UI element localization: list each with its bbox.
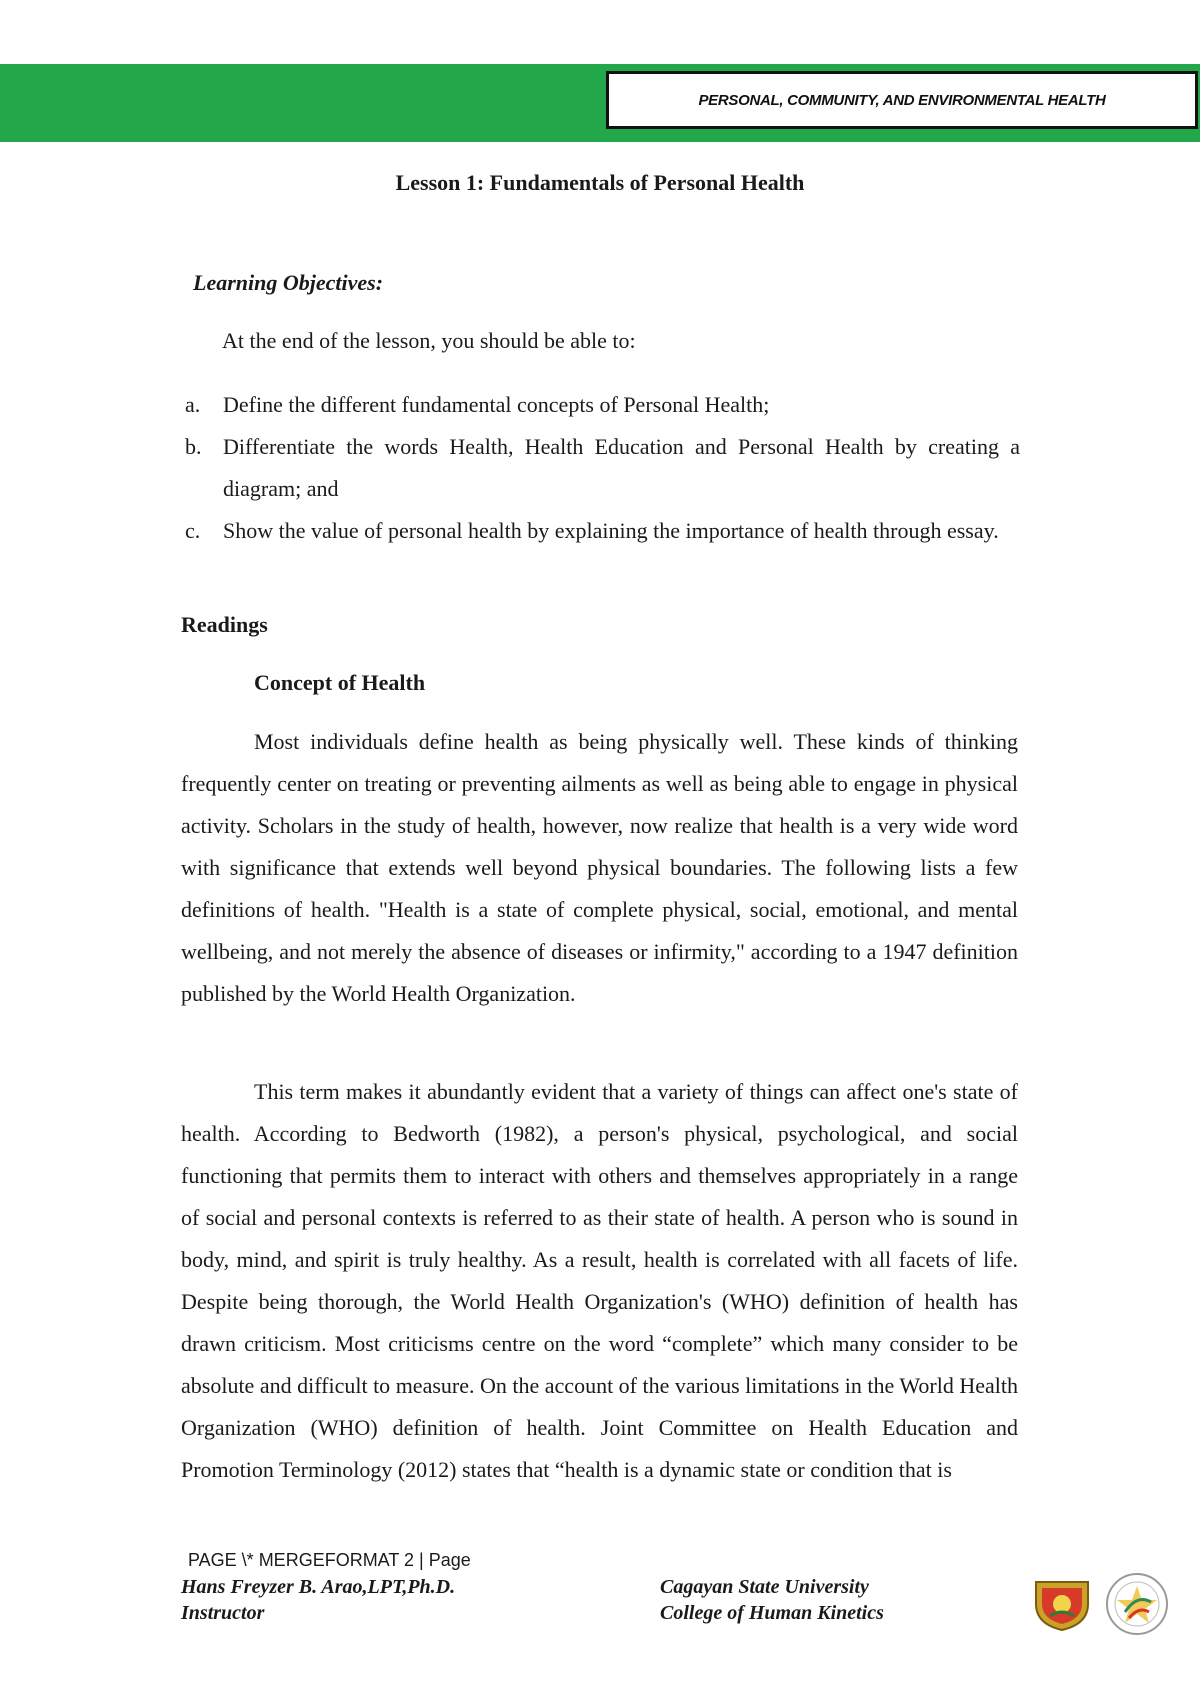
body-paragraph-2: This term makes it abundantly evident that a variety of things can affect one's state of health. According to Bedworth (1982), a person's physical, psychological, and social functioning that permits them to interact with others and themselves appropriately in a range of social and personal contexts is referred to as their state of health. A person who is sound in body, mind, and spirit is truly healthy. As a result, health is correlated with all facets of life. Despite being thorough, the World Health Organization's (WHO) definition of health has drawn criticism. Most criticisms centre on the word “complete” which many consider to be absolute and difficult to measure. On the account of the various limitations in the World Health Organization (WHO) definition of health. Joint Committee on Health Education and Promotion Terminology (2012) states that “health is a dynamic state or condition that is	[181, 1079, 1018, 1482]
objective-marker: c.	[185, 518, 201, 543]
objective-text: Define the different fundamental concepts of Personal Health;	[223, 392, 770, 417]
learning-objectives-intro: At the end of the lesson, you should be able to:	[222, 328, 636, 353]
footer-instructor	[181, 1574, 455, 1626]
objective-item	[185, 384, 1020, 426]
readings-heading: Readings	[181, 612, 268, 637]
objective-marker: b.	[185, 434, 202, 459]
footer-institution	[660, 1574, 884, 1626]
objective-text: Show the value of personal health by explaining the importance of health through essay.	[223, 518, 999, 543]
learning-objectives-heading: Learning Objectives:	[193, 270, 384, 295]
page-number-field: PAGE \* MERGEFORMAT 2 | Page	[188, 1550, 471, 1570]
objective-text: Differentiate the words Health, Health Education and Personal Health by creating a diagram; and	[223, 434, 1020, 501]
objective-item	[185, 510, 1020, 552]
concept-of-health-heading: Concept of Health	[254, 670, 426, 695]
college-logo-icon	[1105, 1572, 1169, 1636]
instructor-role: Instructor	[181, 1602, 265, 1624]
college-name: College of Human Kinetics	[660, 1602, 884, 1624]
header-title: PERSONAL, COMMUNITY, AND ENVIRONMENTAL HEALTH	[698, 91, 1106, 109]
objective-marker: a.	[185, 392, 201, 417]
body-paragraph-1: Most individuals define health as being physically well. These kinds of thinking frequently center on treating or preventing ailments as well as being able to engage in physical activity. Scholars in the study of health, however, now realize that health is a very wide word with significance that extends well beyond physical boundaries. The following lists a few definitions of health. "Health is a state of complete physical, social, emotional, and mental wellbeing, and not merely the absence of diseases or infirmity," according to a 1947 definition published by the World Health Organization.	[181, 729, 1018, 1006]
objectives-list	[185, 384, 1020, 552]
objective-item	[185, 426, 1020, 510]
lesson-title: Lesson 1: Fundamentals of Personal Health	[395, 170, 805, 195]
header-title-box	[606, 71, 1198, 129]
instructor-name: Hans Freyzer B. Arao,LPT,Ph.D.	[181, 1576, 456, 1598]
university-name: Cagayan State University	[660, 1576, 869, 1598]
university-seal-icon	[1032, 1578, 1092, 1632]
